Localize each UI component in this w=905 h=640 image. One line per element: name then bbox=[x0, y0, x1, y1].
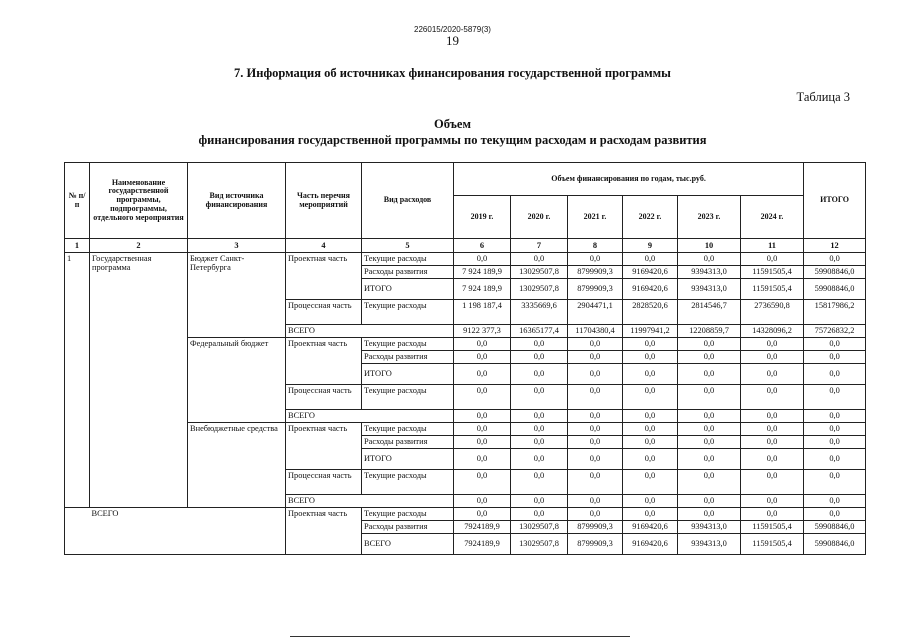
column-number: 4 bbox=[286, 239, 362, 253]
value-year: 7 924 189,9 bbox=[454, 279, 511, 300]
part-project: Проектная часть bbox=[286, 508, 362, 555]
expense-development: Расходы развития bbox=[362, 351, 454, 364]
column-number: 11 bbox=[741, 239, 804, 253]
value-year: 0,0 bbox=[741, 470, 804, 495]
value-year: 0,0 bbox=[511, 470, 568, 495]
footer-divider bbox=[290, 636, 630, 637]
header-num: № п/п bbox=[65, 163, 90, 239]
part-process: Процессная часть bbox=[286, 385, 362, 410]
value-year: 0,0 bbox=[741, 351, 804, 364]
column-number: 1 bbox=[65, 239, 90, 253]
column-number: 10 bbox=[678, 239, 741, 253]
value-year: 1 198 187,4 bbox=[454, 300, 511, 325]
value-year: 3335669,6 bbox=[511, 300, 568, 325]
expense-current: Текущие расходы bbox=[362, 423, 454, 436]
value-year: 0,0 bbox=[454, 338, 511, 351]
value-year: 0,0 bbox=[568, 364, 623, 385]
value-year: 9122 377,3 bbox=[454, 325, 511, 338]
value-year: 0,0 bbox=[454, 508, 511, 521]
value-year: 9394313,0 bbox=[678, 266, 741, 279]
column-number: 12 bbox=[804, 239, 866, 253]
section-title: 7. Информация об источниках финансирования государственной программы bbox=[234, 66, 671, 80]
value-year: 0,0 bbox=[454, 410, 511, 423]
total-vsego-label: ВСЕГО bbox=[90, 508, 286, 555]
row-number: 1 bbox=[65, 253, 90, 508]
document-id: 226015/2020-5879(3) bbox=[414, 25, 491, 34]
value-total: 0,0 bbox=[804, 338, 866, 351]
header-year: 2023 г. bbox=[678, 196, 741, 239]
column-number-row bbox=[65, 239, 866, 253]
value-year: 8799909,3 bbox=[568, 266, 623, 279]
value-total: 0,0 bbox=[804, 508, 866, 521]
value-total: 0,0 bbox=[804, 423, 866, 436]
value-year: 0,0 bbox=[741, 423, 804, 436]
value-year: 0,0 bbox=[511, 423, 568, 436]
value-total: 0,0 bbox=[804, 449, 866, 470]
row-vsego: ВСЕГО bbox=[286, 495, 454, 508]
value-year: 9394313,0 bbox=[678, 534, 741, 555]
header-year: 2019 г. bbox=[454, 196, 511, 239]
table-label: Таблица 3 bbox=[796, 90, 850, 104]
expense-current: Текущие расходы bbox=[362, 300, 454, 325]
value-year: 0,0 bbox=[678, 508, 741, 521]
value-year: 0,0 bbox=[623, 351, 678, 364]
column-number: 6 bbox=[454, 239, 511, 253]
expense-development: Расходы развития bbox=[362, 521, 454, 534]
part-project: Проектная часть bbox=[286, 423, 362, 470]
value-year: 9169420,6 bbox=[623, 521, 678, 534]
value-year: 0,0 bbox=[623, 253, 678, 266]
value-year: 9169420,6 bbox=[623, 534, 678, 555]
value-year: 13029507,8 bbox=[511, 534, 568, 555]
value-total: 0,0 bbox=[804, 495, 866, 508]
value-year: 9394313,0 bbox=[678, 521, 741, 534]
table-row bbox=[65, 508, 866, 521]
value-year: 2736590,8 bbox=[741, 300, 804, 325]
column-number: 7 bbox=[511, 239, 568, 253]
value-year: 0,0 bbox=[454, 495, 511, 508]
expense-itogo: ИТОГО bbox=[362, 279, 454, 300]
value-year: 0,0 bbox=[511, 495, 568, 508]
expense-development: Расходы развития bbox=[362, 266, 454, 279]
row-vsego: ВСЕГО bbox=[286, 325, 454, 338]
value-total: 0,0 bbox=[804, 385, 866, 410]
table-title-line2: финансирования государственной программы по текущим расходам и расходам развития bbox=[198, 133, 707, 147]
table-title-line1: Объем bbox=[433, 117, 471, 131]
value-year: 0,0 bbox=[454, 351, 511, 364]
value-total: 59908846,0 bbox=[804, 521, 866, 534]
part-process: Процессная часть bbox=[286, 470, 362, 495]
value-year: 0,0 bbox=[678, 364, 741, 385]
value-year: 0,0 bbox=[568, 423, 623, 436]
value-year: 0,0 bbox=[623, 423, 678, 436]
value-year: 11591505,4 bbox=[741, 534, 804, 555]
value-year: 9169420,6 bbox=[623, 266, 678, 279]
header-year: 2020 г. bbox=[511, 196, 568, 239]
value-year: 0,0 bbox=[511, 338, 568, 351]
value-total: 0,0 bbox=[804, 436, 866, 449]
header-part: Часть перечня мероприятий bbox=[286, 163, 362, 239]
value-year: 0,0 bbox=[568, 495, 623, 508]
header-volume: Объем финансирования по годам, тыс.руб. bbox=[454, 163, 804, 196]
header-expense: Вид расходов bbox=[362, 163, 454, 239]
value-year: 0,0 bbox=[511, 364, 568, 385]
column-number: 3 bbox=[188, 239, 286, 253]
value-year: 0,0 bbox=[454, 423, 511, 436]
source-federal: Федеральный бюджет bbox=[188, 338, 286, 423]
value-year: 0,0 bbox=[454, 385, 511, 410]
header-year: 2022 г. bbox=[623, 196, 678, 239]
value-year: 0,0 bbox=[678, 385, 741, 410]
value-year: 0,0 bbox=[678, 338, 741, 351]
value-year: 14328096,2 bbox=[741, 325, 804, 338]
value-year: 0,0 bbox=[623, 495, 678, 508]
value-year: 11591505,4 bbox=[741, 266, 804, 279]
part-project: Проектная часть bbox=[286, 253, 362, 300]
value-total: 59908846,0 bbox=[804, 266, 866, 279]
value-year: 0,0 bbox=[568, 338, 623, 351]
value-year: 0,0 bbox=[741, 436, 804, 449]
value-year: 2814546,7 bbox=[678, 300, 741, 325]
value-year: 12208859,7 bbox=[678, 325, 741, 338]
row-vsego: ВСЕГО bbox=[286, 410, 454, 423]
value-year: 0,0 bbox=[511, 508, 568, 521]
value-total: 59908846,0 bbox=[804, 279, 866, 300]
value-year: 0,0 bbox=[678, 423, 741, 436]
value-year: 0,0 bbox=[678, 436, 741, 449]
value-year: 0,0 bbox=[511, 436, 568, 449]
value-year: 16365177,4 bbox=[511, 325, 568, 338]
value-year: 0,0 bbox=[678, 495, 741, 508]
value-year: 0,0 bbox=[623, 364, 678, 385]
program-name: Государственная программа bbox=[90, 253, 188, 508]
value-year: 7 924 189,9 bbox=[454, 266, 511, 279]
value-year: 0,0 bbox=[511, 253, 568, 266]
value-year: 0,0 bbox=[568, 449, 623, 470]
value-year: 2828520,6 bbox=[623, 300, 678, 325]
value-total: 15817986,2 bbox=[804, 300, 866, 325]
value-year: 11591505,4 bbox=[741, 521, 804, 534]
value-year: 0,0 bbox=[568, 351, 623, 364]
part-project: Проектная часть bbox=[286, 338, 362, 385]
value-year: 0,0 bbox=[623, 338, 678, 351]
value-total: 0,0 bbox=[804, 470, 866, 495]
value-year: 8799909,3 bbox=[568, 279, 623, 300]
value-year: 0,0 bbox=[568, 410, 623, 423]
header-year: 2021 г. bbox=[568, 196, 623, 239]
value-year: 0,0 bbox=[454, 253, 511, 266]
value-year: 0,0 bbox=[623, 508, 678, 521]
value-year: 0,0 bbox=[623, 385, 678, 410]
value-year: 0,0 bbox=[741, 385, 804, 410]
value-year: 0,0 bbox=[623, 449, 678, 470]
value-year: 13029507,8 bbox=[511, 279, 568, 300]
value-year: 11997941,2 bbox=[623, 325, 678, 338]
column-number: 9 bbox=[623, 239, 678, 253]
value-total: 75726832,2 bbox=[804, 325, 866, 338]
expense-development: Расходы развития bbox=[362, 436, 454, 449]
value-year: 0,0 bbox=[454, 436, 511, 449]
value-year: 0,0 bbox=[568, 436, 623, 449]
header-total: ИТОГО bbox=[804, 163, 866, 239]
value-year: 7924189,9 bbox=[454, 534, 511, 555]
value-total: 0,0 bbox=[804, 410, 866, 423]
value-year: 0,0 bbox=[678, 449, 741, 470]
value-year: 0,0 bbox=[511, 351, 568, 364]
expense-vsego: ВСЕГО bbox=[362, 534, 454, 555]
expense-current: Текущие расходы bbox=[362, 508, 454, 521]
value-year: 0,0 bbox=[454, 364, 511, 385]
column-number: 8 bbox=[568, 239, 623, 253]
value-year: 9169420,6 bbox=[623, 279, 678, 300]
expense-current: Текущие расходы bbox=[362, 385, 454, 410]
value-total: 0,0 bbox=[804, 364, 866, 385]
value-year: 0,0 bbox=[454, 449, 511, 470]
value-year: 0,0 bbox=[678, 410, 741, 423]
source-extrabudgetary: Внебюджетные средства bbox=[188, 423, 286, 508]
value-year: 0,0 bbox=[511, 449, 568, 470]
page-number: 19 bbox=[446, 33, 459, 48]
value-year: 0,0 bbox=[623, 470, 678, 495]
value-total: 0,0 bbox=[804, 253, 866, 266]
value-year: 7924189,9 bbox=[454, 521, 511, 534]
value-year: 0,0 bbox=[454, 470, 511, 495]
value-year: 11591505,4 bbox=[741, 279, 804, 300]
value-year: 0,0 bbox=[678, 470, 741, 495]
header-year: 2024 г. bbox=[741, 196, 804, 239]
value-year: 0,0 bbox=[741, 364, 804, 385]
header-source: Вид источника финансирования bbox=[188, 163, 286, 239]
value-year: 8799909,3 bbox=[568, 521, 623, 534]
value-year: 2904471,1 bbox=[568, 300, 623, 325]
expense-current: Текущие расходы bbox=[362, 253, 454, 266]
value-year: 0,0 bbox=[568, 508, 623, 521]
value-year: 0,0 bbox=[741, 253, 804, 266]
value-year: 0,0 bbox=[623, 436, 678, 449]
value-year: 9394313,0 bbox=[678, 279, 741, 300]
part-process: Процессная часть bbox=[286, 300, 362, 325]
value-year: 0,0 bbox=[741, 449, 804, 470]
value-year: 0,0 bbox=[568, 385, 623, 410]
value-year: 8799909,3 bbox=[568, 534, 623, 555]
empty-cell bbox=[65, 508, 90, 555]
financing-table bbox=[64, 162, 866, 555]
header-name: Наименование государственной программы, подпрограммы, отдельного мероприятия bbox=[90, 163, 188, 239]
column-number: 5 bbox=[362, 239, 454, 253]
column-number: 2 bbox=[90, 239, 188, 253]
expense-current: Текущие расходы bbox=[362, 338, 454, 351]
header-row-1 bbox=[65, 163, 866, 196]
value-year: 0,0 bbox=[741, 495, 804, 508]
value-year: 0,0 bbox=[623, 410, 678, 423]
value-year: 0,0 bbox=[741, 410, 804, 423]
value-year: 0,0 bbox=[678, 351, 741, 364]
value-total: 0,0 bbox=[804, 351, 866, 364]
value-year: 0,0 bbox=[511, 385, 568, 410]
source-budget: Бюджет Санкт-Петербурга bbox=[188, 253, 286, 338]
value-year: 0,0 bbox=[568, 470, 623, 495]
value-year: 0,0 bbox=[678, 253, 741, 266]
value-year: 11704380,4 bbox=[568, 325, 623, 338]
value-total: 59908846,0 bbox=[804, 534, 866, 555]
value-year: 0,0 bbox=[511, 410, 568, 423]
value-year: 13029507,8 bbox=[511, 521, 568, 534]
expense-itogo: ИТОГО bbox=[362, 449, 454, 470]
value-year: 0,0 bbox=[741, 508, 804, 521]
expense-itogo: ИТОГО bbox=[362, 364, 454, 385]
value-year: 0,0 bbox=[568, 253, 623, 266]
value-year: 0,0 bbox=[741, 338, 804, 351]
table-row bbox=[65, 253, 866, 266]
expense-current: Текущие расходы bbox=[362, 470, 454, 495]
value-year: 13029507,8 bbox=[511, 266, 568, 279]
